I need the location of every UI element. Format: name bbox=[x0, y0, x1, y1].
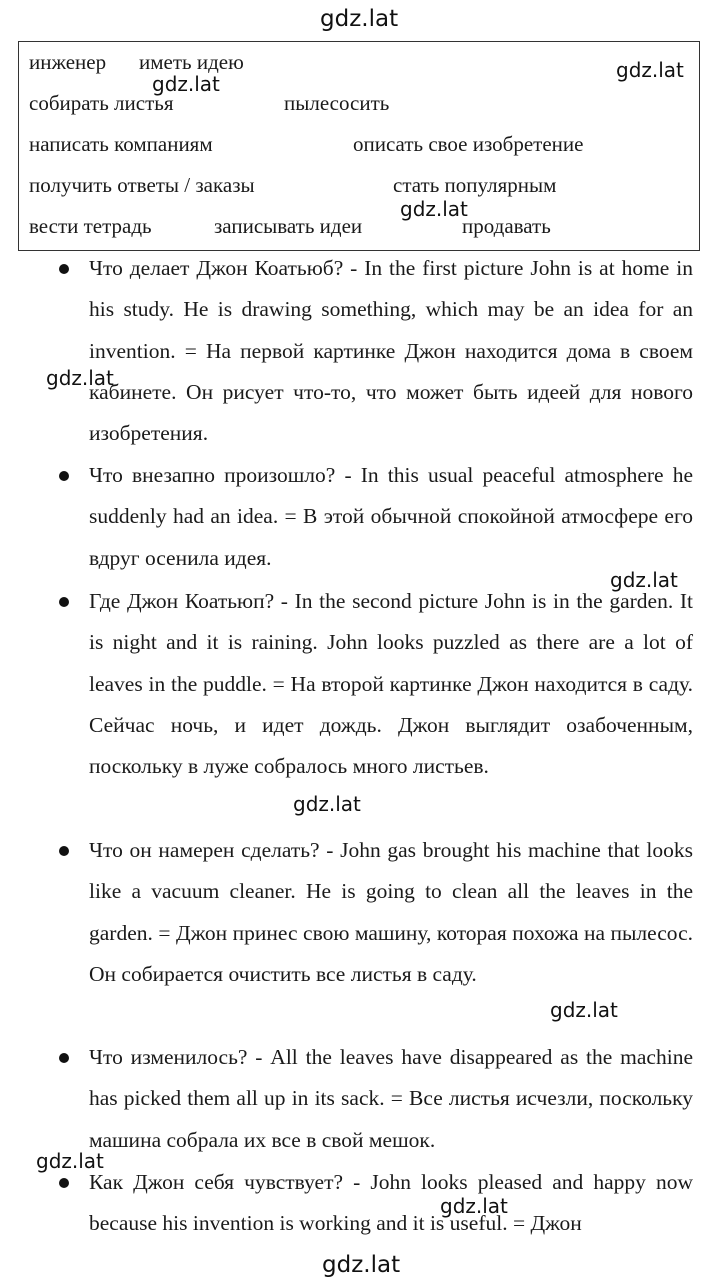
vocab-word: пылесосить bbox=[284, 91, 390, 115]
watermark: gdz.lat bbox=[36, 1149, 104, 1173]
watermark: gdz.lat bbox=[610, 568, 678, 592]
answer-paragraph: Что делает Джон Коатьюб? - In the first picture John is at home in his study. He is drawing something, which may be an idea for an invention. = На первой картинке Джон находится дома в своем кабинете. Он рисует что-то, что может быть идеей для нового изобретения. bbox=[89, 256, 693, 446]
watermark: gdz.lat bbox=[46, 366, 114, 390]
bullet-icon bbox=[59, 1053, 69, 1063]
answer-paragraph: Что изменилось? - All the leaves have disappeared as the machine has picked them all up in its sack. = Все листья исчезли, поскольку машина собрала их все в свой мешок. bbox=[89, 1045, 693, 1152]
vocab-word: стать популярным bbox=[393, 173, 557, 197]
vocab-word: описать свое изобретение bbox=[353, 132, 584, 156]
watermark: gdz.lat bbox=[616, 58, 684, 82]
vocab-word: инженер bbox=[29, 50, 107, 74]
answer-paragraph: Что он намерен сделать? - John gas brought his machine that looks like a vacuum cleaner. He is going to clean all the leaves in the garden. = Джон принес свою машину, которая похожа на пылесос. Он собирается очистить все листья в саду. bbox=[89, 838, 693, 986]
vocab-word: продавать bbox=[462, 214, 551, 238]
bullet-icon bbox=[59, 597, 69, 607]
vocabulary-box bbox=[18, 41, 700, 251]
answer-paragraph: Где Джон Коатьюп? - In the second picture John is in the garden. It is night and it is raining. John looks puzzled as there are a lot of leaves in the puddle. = На второй картинке Джон находится в саду. Сейчас ночь, и идет дождь. Джон выглядит озабоченным, поскольку в луже собралось много листьев. bbox=[89, 589, 693, 779]
answer-paragraph: Как Джон себя чувствует? - John looks pleased and happy now because his invention is working and it is useful. = Джон bbox=[89, 1170, 693, 1236]
vocab-word: написать компаниям bbox=[29, 132, 213, 156]
vocab-word: вести тетрадь bbox=[29, 214, 152, 238]
vocab-word: записывать идеи bbox=[214, 214, 363, 238]
answer-paragraph: Что внезапно произошло? - In this usual peaceful atmosphere he suddenly had an idea. = В этой обычной спокойной атмосфере его вдруг осенила идея. bbox=[89, 463, 693, 570]
watermark: gdz.lat bbox=[550, 998, 618, 1022]
watermark: gdz.lat bbox=[293, 792, 361, 816]
watermark: gdz.lat bbox=[440, 1194, 508, 1218]
vocab-word: получить ответы / заказы bbox=[29, 173, 255, 197]
vocab-word: собирать листья bbox=[29, 91, 174, 115]
watermark: gdz.lat bbox=[400, 197, 468, 221]
bullet-icon bbox=[59, 1178, 69, 1188]
vocab-word: иметь идею bbox=[139, 50, 244, 74]
watermark-bottom: gdz.lat bbox=[322, 1252, 401, 1278]
watermark: gdz.lat bbox=[152, 72, 220, 96]
bullet-icon bbox=[59, 471, 69, 481]
bullet-icon bbox=[59, 264, 69, 274]
bullet-icon bbox=[59, 846, 69, 856]
watermark-top: gdz.lat bbox=[320, 6, 399, 32]
